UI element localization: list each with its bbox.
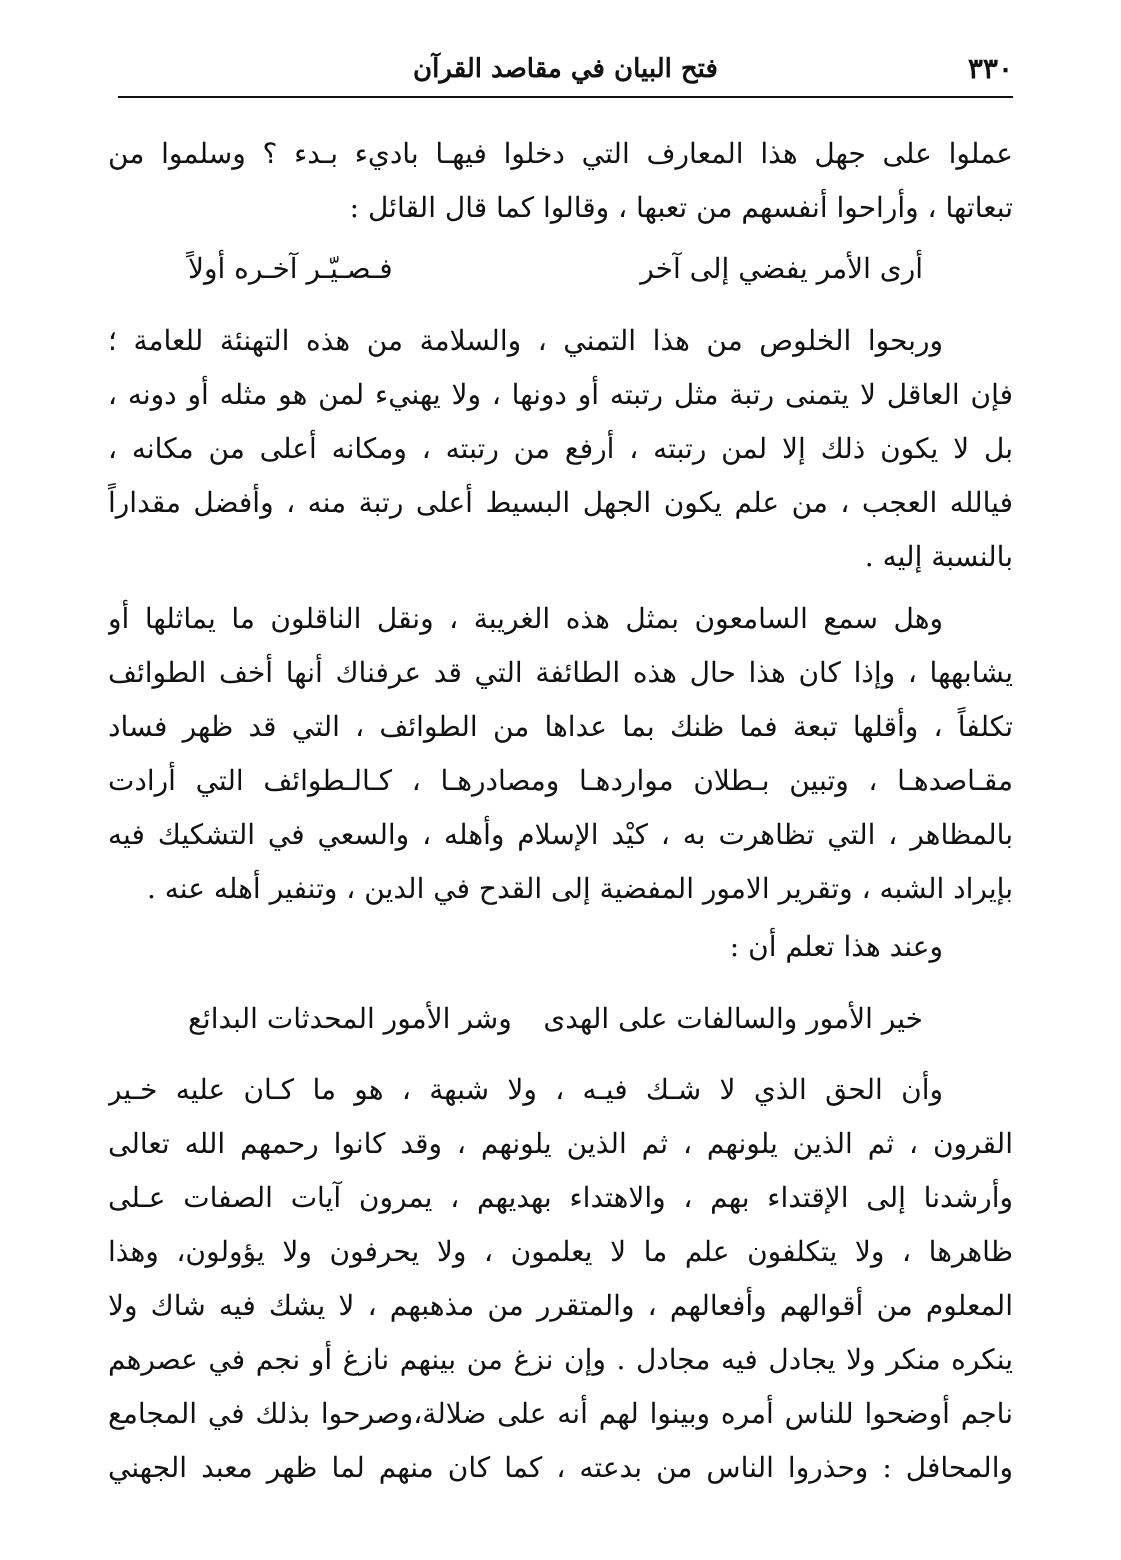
text-line: وأن الحق الذي لا شـك فيـه ، ولا شبهة ، هو ما كـان عليه خـير (108, 1073, 943, 1106)
text-line: وربحوا الخلوص من هذا التمني ، والسلامة من هذه التهنئة للعامة ؛ (108, 324, 943, 357)
text-line: يشابهها ، وإذا كان هذا حال هذه الطائفة التي قد عرفناك أنها أخف الطوائف (108, 656, 1013, 689)
verse-second-hemistich: فـصـيّـر آخـره أولاً (188, 252, 393, 285)
text-line: المعلوم من أقوالهم وأفعالهم ، والمتقرر من مذهبهم ، لا يشك فيه شاك ولا (108, 1289, 1013, 1322)
verse-line (108, 992, 1013, 1046)
verse-first-hemistich: أرى الأمر يفضي إلى آخر (640, 252, 923, 285)
text-line: بل لا يكون ذلك إلا لمن رتبته ، أرفع من رتبته ، ومكانه أعلى من مكانه ، (108, 432, 1013, 465)
text-line: بالنسبة إليه . (864, 540, 1013, 573)
text-line: عملوا على جهل هذا المعارف التي دخلوا فيهـا باديء بـدء ؟ وسلموا من (108, 137, 1013, 170)
verse-second-hemistich: وشر الأمور المحدثات البدائع (188, 1002, 512, 1035)
page-header (118, 42, 1013, 98)
verse-first-hemistich: خير الأمور والسالفات على الهدى (543, 1002, 923, 1035)
text-line: ظاهرها ، ولا يتكلفون علم ما لا يعلمون ، ولا يحرفون ولا يؤولون، وهذا (108, 1235, 1013, 1268)
text-line: مقـاصدهـا ، وتبين بـطلان مواردهـا ومصادرهـا ، كـالـطوائف التي أرادت (108, 764, 1013, 797)
verse-line (108, 242, 1013, 296)
text-line: بإيراد الشبه ، وتقرير الامور المفضية إلى القدح في الدين ، وتنفير أهله عنه . (146, 872, 1013, 905)
text-line: وهل سمع السامعون بمثل هذه الغريبة ، ونقل الناقلون ما يماثلها أو (108, 602, 943, 635)
text-line: تكلفاً ، وأقلها تبعة فما ظنك بما عداها من الطوائف ، التي قد ظهر فساد (108, 710, 1013, 743)
text-line: وأرشدنا إلى الإقتداء بهم ، والاهتداء بهديهم ، يمرون آيات الصفات عـلى (108, 1181, 1013, 1214)
text-line: فإن العاقل لا يتمنى رتبة مثل رتبته أو دونها ، ولا يهنيء لمن هو مثله أو دونه ، (108, 378, 1013, 411)
running-title: فتح البيان في مقاصد القرآن (413, 54, 718, 84)
text-line: ينكره منكر ولا يجادل فيه مجادل . وإن نزغ من بينهم نازغ أو نجم في عصرهم (108, 1343, 1013, 1376)
text-line: ناجم أوضحوا للناس أمره وبينوا لهم أنه على ضلالة،وصرحوا بذلك في المجامع (108, 1397, 1013, 1430)
text-line: القرون ، ثم الذين يلونهم ، ثم الذين يلونهم ، وقد كانوا رحمهم الله تعالى (108, 1127, 1013, 1160)
text-line: بالمظاهر ، التي تظاهرت به ، كيْد الإسلام وأهله ، والسعي في التشكيك فيه (108, 818, 1013, 851)
text-line: تبعاتها ، وأراحوا أنفسهم من تعبها ، وقالوا كما قال القائل : (349, 191, 1013, 224)
header-rule (118, 96, 1013, 98)
text-line: والمحافل : وحذروا الناس من بدعته ، كما كان منهم لما ظهر معبد الجهني (108, 1451, 1013, 1484)
text-line: وعند هذا تعلم أن : (729, 930, 943, 963)
page-number: ٣٣٠ (967, 52, 1013, 85)
text-line: فيالله العجب ، من علم يكون الجهل البسيط أعلى رتبة منه ، وأفضل مقداراً (108, 486, 1013, 519)
